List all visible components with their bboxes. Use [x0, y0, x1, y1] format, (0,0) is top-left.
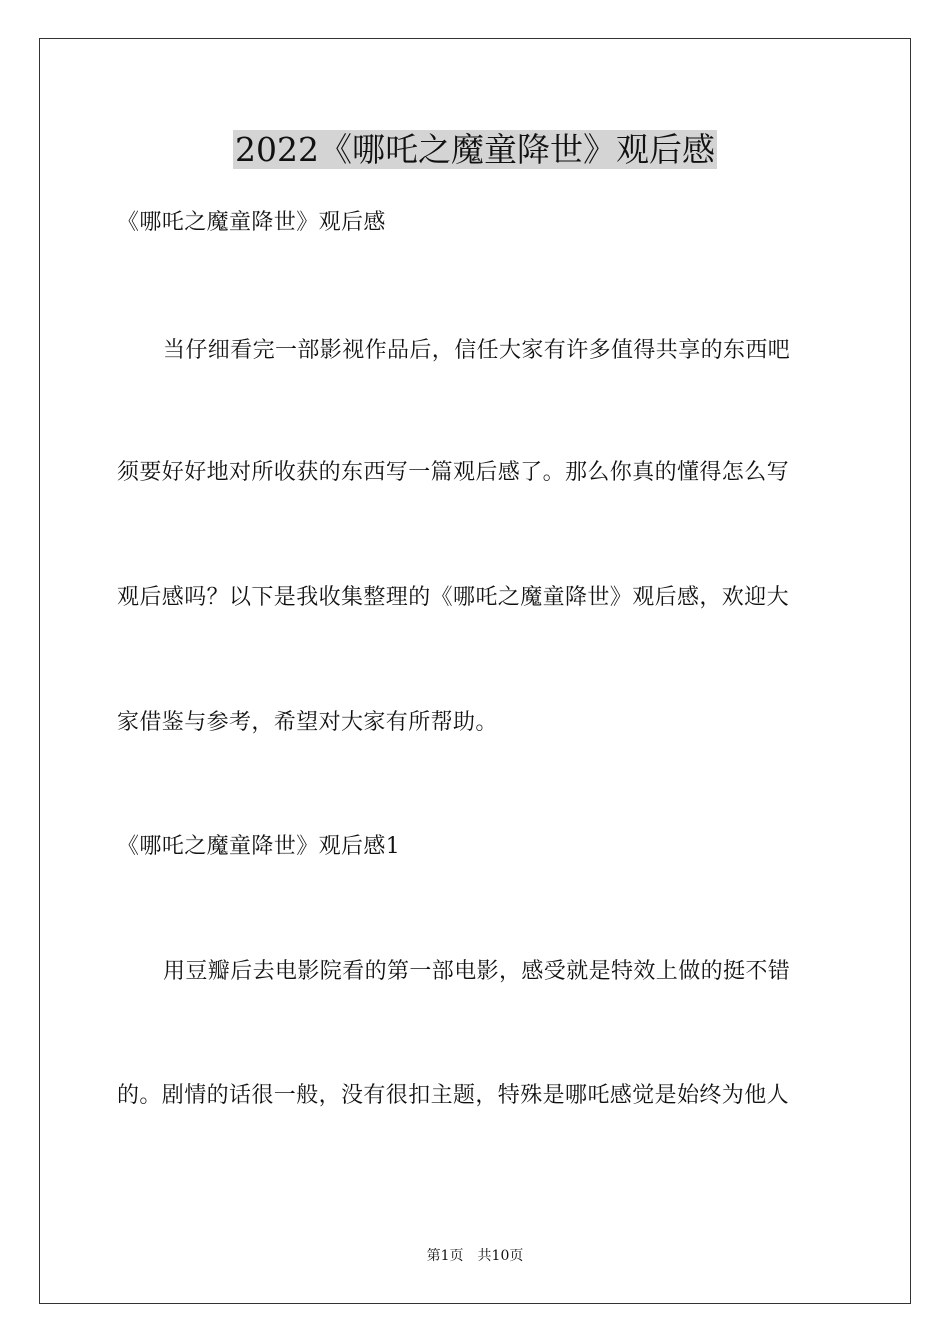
paragraph-line: 家借鉴与参考，希望对大家有所帮助。	[117, 710, 498, 735]
page-footer: 第1页 共10页	[426, 1248, 524, 1264]
paragraph-line: 的。剧情的话很一般，没有很扣主题，特殊是哪吒感觉是始终为他人	[117, 1083, 790, 1108]
section-heading: 《哪吒之魔童降世》观后感1	[117, 834, 401, 859]
document-title	[0, 128, 950, 172]
paragraph-line: 当仔细看完一部影视作品后，信任大家有许多值得共享的东西吧	[163, 338, 791, 363]
document-subtitle: 《哪吒之魔童降世》观后感	[117, 210, 386, 235]
paragraph-line: 用豆瓣后去电影院看的第一部电影，感受就是特效上做的挺不错	[163, 959, 791, 984]
paragraph-line: 须要好好地对所收获的东西写一篇观后感了。那么你真的懂得怎么写	[117, 460, 790, 485]
document-title-text: 2022《哪吒之魔童降世》观后感	[235, 130, 715, 169]
paragraph-line: 观后感吗？以下是我收集整理的《哪吒之魔童降世》观后感，欢迎大	[117, 585, 790, 610]
